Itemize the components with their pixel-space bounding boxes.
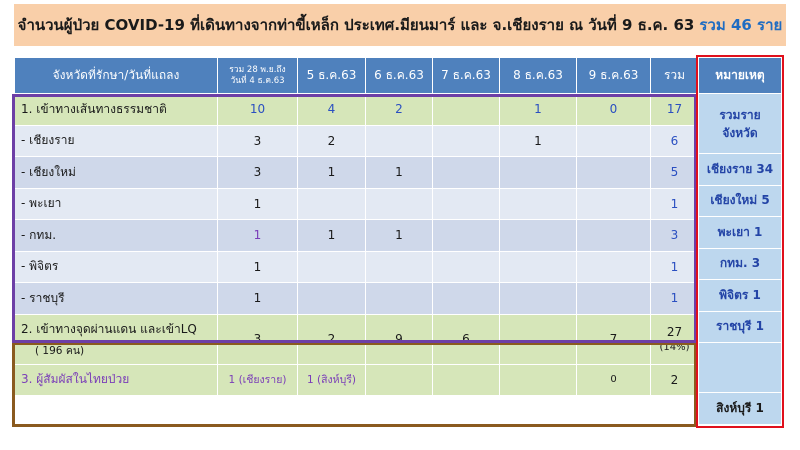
cell-d9 (577, 251, 651, 283)
table-row (15, 364, 699, 396)
table-header-row (15, 58, 699, 94)
cell-d8 (500, 283, 577, 315)
cell-cumulative: 1 (218, 220, 298, 252)
cell-d6: 9 (366, 314, 433, 364)
cell-cumulative: 1 (218, 251, 298, 283)
table-row (15, 94, 699, 126)
cell-d5 (298, 283, 366, 315)
cell-cumulative: 1 (218, 283, 298, 315)
cell-total-main: 27 (666, 325, 683, 339)
row-label: - กทม. (15, 220, 218, 252)
cell-total: 2 (651, 364, 699, 396)
cell-cumulative: 1 (เชียงราย) (218, 364, 298, 396)
notes-column (698, 57, 782, 425)
cell-d7: 6 (433, 314, 500, 364)
header-d5: 5 ธ.ค.63 (298, 58, 366, 94)
cell-d7 (433, 220, 500, 252)
cell-d7 (433, 251, 500, 283)
cell-d8 (500, 220, 577, 252)
row-label: - เชียงใหม่ (15, 157, 218, 189)
cell-d6 (366, 125, 433, 157)
cell-d5 (298, 188, 366, 220)
cell-d5: 1 (สิงห์บุรี) (298, 364, 366, 396)
table-row (15, 125, 699, 157)
cell-total-sub: (14%) (659, 342, 690, 353)
title-text: จำนวนผู้ป่วย COVID-19 ที่เดินทางจากท่าขี้เหล็ก ประเทศ.มียนมาร์ และ จ.เชียงราย ณ วันที่ 9 ธ.ค. 63 (17, 16, 695, 34)
row-label (15, 314, 218, 364)
cell-d9 (577, 188, 651, 220)
note-cell: สิงห์บุรี 1 (699, 393, 782, 425)
note-cell: พิจิตร 1 (699, 280, 782, 312)
cell-d6 (366, 283, 433, 315)
table-row (15, 283, 699, 315)
header-cumulative-line2: วันที่ 4 ธ.ค.63 (230, 75, 285, 86)
row-label: - ราชบุรี (15, 283, 218, 315)
cell-d5: 1 (298, 157, 366, 189)
cell-d8 (500, 251, 577, 283)
cell-d5: 1 (298, 220, 366, 252)
cell-d8 (500, 157, 577, 189)
cell-d9 (577, 157, 651, 189)
cell-total: 6 (651, 125, 699, 157)
cell-d8 (500, 364, 577, 396)
row-label-main: 2. เข้าทางจุดผ่านแดน และเข้าLQ (21, 321, 197, 336)
header-cumulative-line1: รวม 28 พ.ย.ถึง (229, 64, 286, 75)
cell-d5: 2 (298, 125, 366, 157)
cell-d8 (500, 314, 577, 364)
note-cell: รวมราย จังหวัด (699, 94, 782, 154)
header-d9: 9 ธ.ค.63 (577, 58, 651, 94)
cell-d6 (366, 188, 433, 220)
cell-total: 1 (651, 188, 699, 220)
cell-cumulative: 3 (218, 157, 298, 189)
note-cell: เชียงราย 34 (699, 154, 782, 186)
case-table (14, 57, 699, 396)
note-cell: กทม. 3 (699, 248, 782, 280)
header-cumulative (218, 58, 298, 94)
cell-total: 3 (651, 220, 699, 252)
header-d8: 8 ธ.ค.63 (500, 58, 577, 94)
cell-d5: 4 (298, 94, 366, 126)
cell-d7 (433, 188, 500, 220)
cell-total: 17 (651, 94, 699, 126)
cell-d9: 0 (577, 364, 651, 396)
cell-d6: 1 (366, 157, 433, 189)
note-cell: เชียงใหม่ 5 (699, 185, 782, 217)
cell-d6 (366, 364, 433, 396)
note-cell: พะเยา 1 (699, 217, 782, 249)
cell-cumulative: 1 (218, 188, 298, 220)
cell-cumulative: 10 (218, 94, 298, 126)
cell-d7 (433, 283, 500, 315)
note-cell: ราชบุรี 1 (699, 311, 782, 343)
cell-d8: 1 (500, 94, 577, 126)
cell-d7 (433, 125, 500, 157)
header-province: จังหวัดที่รักษา/วันที่แถลง (15, 58, 218, 94)
cell-d7 (433, 157, 500, 189)
notes-header: หมายเหตุ (699, 58, 782, 94)
cell-total: 1 (651, 251, 699, 283)
cell-d7 (433, 364, 500, 396)
cell-d7 (433, 94, 500, 126)
table-row (15, 314, 699, 364)
cell-d9: 0 (577, 94, 651, 126)
cell-d9 (577, 283, 651, 315)
cell-d5: 2 (298, 314, 366, 364)
row-label: - พะเยา (15, 188, 218, 220)
cell-d9 (577, 125, 651, 157)
cell-d8 (500, 188, 577, 220)
row-label: 3. ผู้สัมผัสในไทยป่วย (15, 364, 218, 396)
table-row (15, 188, 699, 220)
table-row (15, 251, 699, 283)
cell-total (651, 314, 699, 364)
cell-d6: 1 (366, 220, 433, 252)
cell-d6 (366, 251, 433, 283)
cell-d5 (298, 251, 366, 283)
row-label: - พิจิตร (15, 251, 218, 283)
cell-total: 5 (651, 157, 699, 189)
title-total: รวม 46 ราย (699, 16, 783, 34)
table-row (15, 157, 699, 189)
cell-cumulative: 3 (218, 125, 298, 157)
row-label: 1. เข้าทางเส้นทางธรรมชาติ (15, 94, 218, 126)
page-title (14, 4, 786, 46)
header-d6: 6 ธ.ค.63 (366, 58, 433, 94)
cell-d8: 1 (500, 125, 577, 157)
table-row (15, 220, 699, 252)
header-d7: 7 ธ.ค.63 (433, 58, 500, 94)
row-label: - เชียงราย (15, 125, 218, 157)
cell-d6: 2 (366, 94, 433, 126)
cell-cumulative: 3 (218, 314, 298, 364)
cell-d9: 7 (577, 314, 651, 364)
header-total: รวม (651, 58, 699, 94)
row-label-sub: ( 196 คน) (35, 344, 85, 357)
cell-total: 1 (651, 283, 699, 315)
cell-d9 (577, 220, 651, 252)
note-cell (699, 343, 782, 393)
